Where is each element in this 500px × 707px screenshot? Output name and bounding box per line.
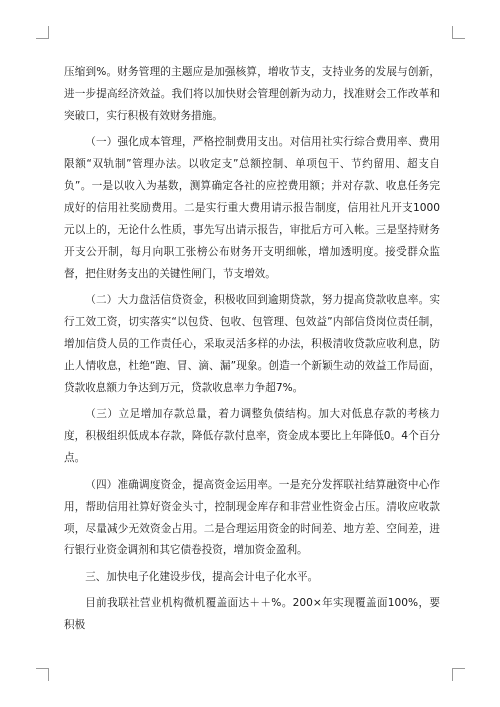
section-heading-electronization: 三、加快电子化建设步伐，提高会计电子化水平。 xyxy=(85,570,319,583)
crop-mark-bottom-left xyxy=(36,668,49,681)
paragraph-fund-scheduling: （四）准确调度资金，提高资金运用率。一是充分发挥联社结算融资中心作用，帮助信用社算好资金头寸，控制现金库存和非营业性资金占压。清收应收款项，尽量减少无效资金占用。二是合理运用资金的时间差、地方差、空间差，进行银行业资金调剂和其它债卷投资，增加资金盈利。 xyxy=(64,478,440,557)
crop-mark-bottom-right xyxy=(452,668,465,681)
crop-mark-top-left xyxy=(36,26,49,39)
paragraph-credit-funds: （二）大力盘活信贷资金，积极收回到逾期贷款，努力提高贷款收息率。实行工效工资，切实落实“以包贷、包收、包管理、包效益”内部信贷岗位责任制，增加信贷人员的工作责任心，采取灵活多样的办法，积极清收贷款应收利息，防止人情收息，杜绝“跑、冒、滴、漏”现象。创造一个新颖生动的效益工作局面，贷款收息额力争达到万元，贷款收息率力争超7%。 xyxy=(64,294,440,394)
paragraph-coverage: 目前我联社营业机构微机覆盖面达＋＋%。200×年实现覆盖面100%，要积极 xyxy=(64,597,440,632)
paragraph-cost-management: （一）强化成本管理，严格控制费用支出。对信用社实行综合费用率、费用限额“双轨制”管理办法。以收定支”总额控制、单项包干、节约留用、超支自负”。一是以收入为基数，测算确定各社的应控费用额；并对存款、收息任务完成好的信用社奖励费用。二是实行重大费用请示报告制度，信用社凡开支1000元以上的，无论什么性质，事先写出请示报告，审批后方可入帐。三是坚持财务开支公开制，每月向职工张榜公布财务开支明细帐，增加透明度。接受群众监督，把住财务支出的关键性闸门，节支增效。 xyxy=(64,136,440,280)
document-body xyxy=(64,62,440,642)
crop-mark-top-right xyxy=(452,26,465,39)
paragraph-deposits: （三）立足增加存款总量，着力调整负债结构。加大对低息存款的考核力度，积极组织低成本存款，降低存款付息率，资金成本要比上年降低0。4个百分点。 xyxy=(64,408,440,465)
paragraph-continuation: 压缩到%。财务管理的主题应是加强核算，增收节支，支持业务的发展与创新，进一步提高经济效益。我们将以加快财会管理创新为动力，找准财会工作改革和突破口，实行积极有效财务措施。 xyxy=(64,66,440,122)
